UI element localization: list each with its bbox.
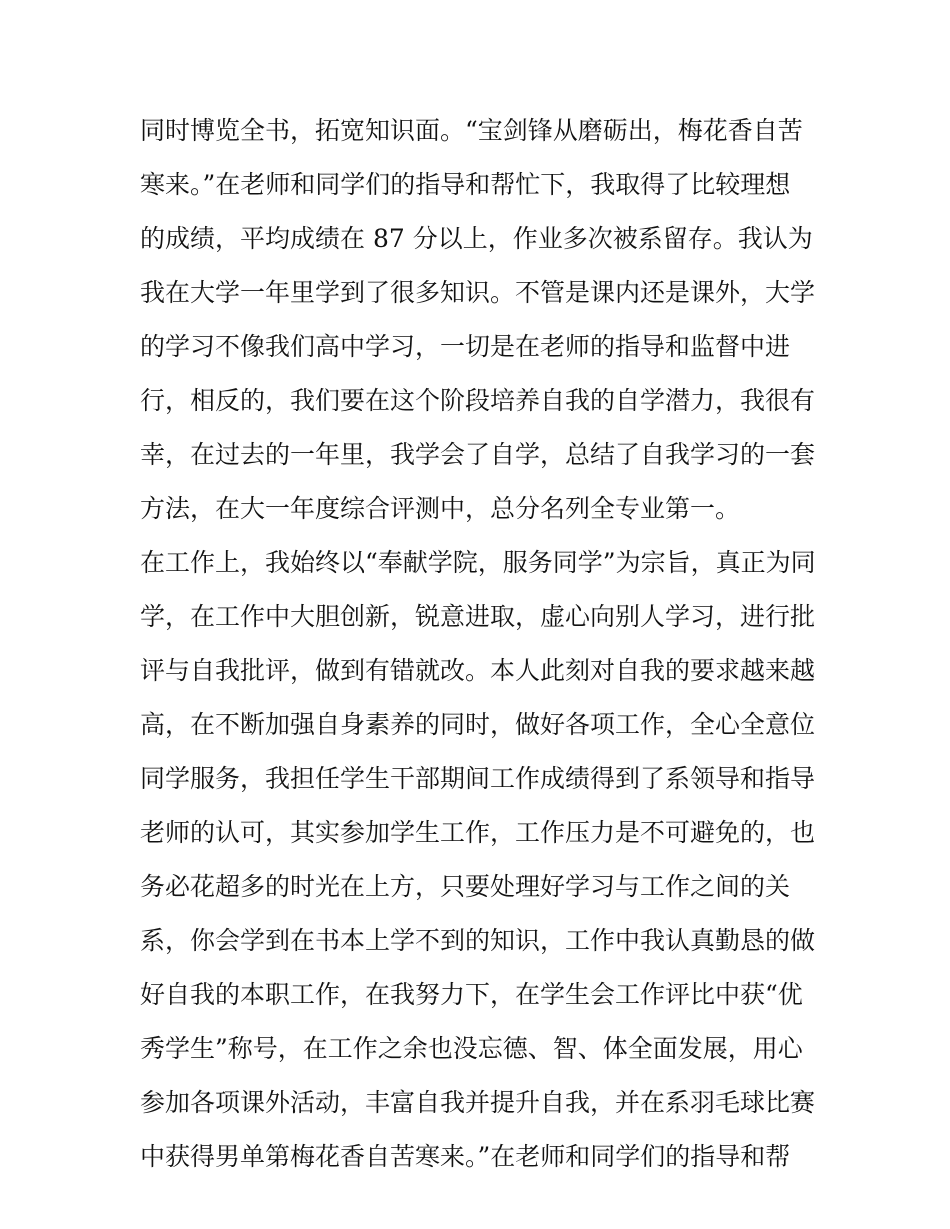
text-line: 寒来。”在老师和同学们的指导和帮忙下，我取得了比较理想 [140, 170, 791, 199]
text-line: 幸，在过去的一年里，我学会了自学，总结了自我学习的一套 [140, 440, 816, 469]
text-line: 老师的认可，其实参加学生工作，工作压力是不可避免的，也 [140, 818, 816, 847]
text-line: 好自我的本职工作，在我努力下，在学生会工作评比中获“优 [140, 980, 803, 1009]
text-line: 评与自我批评，做到有错就改。本人此刻对自我的要求越来越 [140, 656, 816, 685]
text-line: 参加各项课外活动，丰富自我并提升自我，并在系羽毛球比赛 [140, 1088, 816, 1117]
text-line: 高，在不断加强自身素养的同时，做好各项工作，全心全意位 [140, 710, 816, 739]
document-body [140, 104, 820, 1184]
text-line: 中获得男单第梅花香自苦寒来。”在老师和同学们的指导和帮 [140, 1142, 791, 1171]
text-line: 的学习不像我们高中学习，一切是在老师的指导和监督中进 [140, 332, 791, 361]
text-line: 行，相反的，我们要在这个阶段培养自我的自学潜力，我很有 [140, 386, 816, 415]
text-line: 秀学生”称号，在工作之余也没忘德、智、体全面发展，用心 [140, 1034, 803, 1063]
text-line: 学，在工作中大胆创新，锐意进取，虚心向别人学习，进行批 [140, 602, 816, 631]
text-line: 在工作上，我始终以“奉献学院，服务同学”为宗旨，真正为同 [140, 548, 816, 577]
text-line: 同学服务，我担任学生干部期间工作成绩得到了系领导和指导 [140, 764, 816, 793]
text-line: 我在大学一年里学到了很多知识。不管是课内还是课外，大学 [140, 278, 816, 307]
text-line: 务必花超多的时光在上方，只要处理好学习与工作之间的关 [140, 872, 791, 901]
text-line: 方法，在大一年度综合评测中，总分名列全专业第一。 [140, 494, 741, 523]
text-line: 的成绩，平均成绩在 87 分以上，作业多次被系留存。我认为 [140, 224, 813, 253]
text-line: 同时博览全书，拓宽知识面。“宝剑锋从磨砺出，梅花香自苦 [140, 116, 803, 145]
text-line: 系，你会学到在书本上学不到的知识，工作中我认真勤恳的做 [140, 926, 816, 955]
